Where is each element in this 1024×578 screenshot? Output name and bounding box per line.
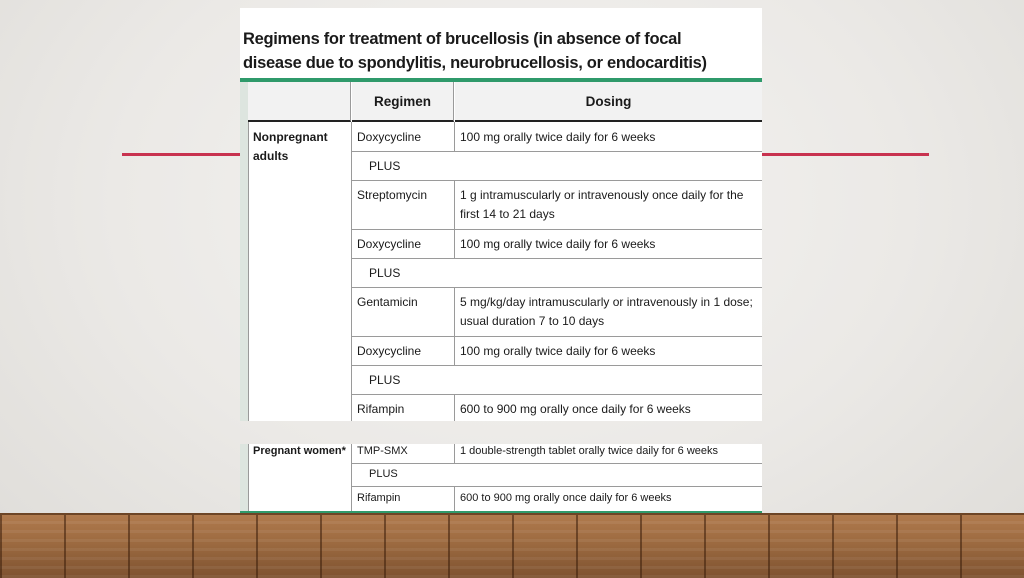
col-line-1 xyxy=(351,444,352,511)
col-line-2b xyxy=(454,487,455,511)
green-left-bar xyxy=(240,444,248,511)
row-line-1 xyxy=(352,151,762,152)
plus-label: PLUS xyxy=(369,468,398,480)
dosing-cell: 100 mg orally twice daily for 6 weeks xyxy=(460,237,656,251)
row-line-1 xyxy=(352,463,762,464)
col-line-2a xyxy=(454,122,455,152)
plus-label: PLUS xyxy=(369,266,401,280)
green-left-bar xyxy=(240,82,248,421)
col-line-1 xyxy=(351,122,352,421)
col-line-2b xyxy=(454,181,455,229)
table-title: Regimens for treatment of brucellosis (in absence of focal disease due to spondylitis, neurobrucellosis, or endocarditis) xyxy=(243,30,707,72)
population-pregnant: Pregnant women* xyxy=(253,445,346,457)
col-line-2a xyxy=(454,444,455,464)
dosing-cell: 100 mg orally twice daily for 6 weeks xyxy=(460,130,656,144)
col-line-2c xyxy=(454,230,455,259)
row-line-2 xyxy=(352,180,762,181)
dosing-cell: 5 mg/kg/day intramuscularly or intravenously in 1 dose; usual duration 7 to 10 days xyxy=(460,295,753,328)
plus-label: PLUS xyxy=(369,373,401,387)
dosing-cell: 600 to 900 mg orally once daily for 6 weeks xyxy=(460,402,691,416)
regimen-cell: Doxycycline xyxy=(357,130,422,144)
plus-label: PLUS xyxy=(369,159,401,173)
dosing-cell: 600 to 900 mg orally once daily for 6 weeks xyxy=(460,492,672,504)
accent-line-right xyxy=(760,153,929,156)
regimen-cell: Doxycycline xyxy=(357,237,422,251)
row-line-5 xyxy=(352,287,762,288)
dosing-cell: 1 g intramuscularly or intravenously once daily for the first 14 to 21 days xyxy=(460,188,744,221)
dosing-cell: 1 double-strength tablet orally twice daily for 6 weeks xyxy=(460,445,719,457)
col-line-2f xyxy=(454,395,455,421)
regimen-cell: Rifampin xyxy=(357,492,401,504)
row-line-4 xyxy=(352,258,762,259)
table-panel-top xyxy=(240,8,762,421)
header-dosing: Dosing xyxy=(455,82,762,122)
col-line-2e xyxy=(454,337,455,366)
row-line-7 xyxy=(352,365,762,366)
col-line-0 xyxy=(248,444,249,511)
table-panel-bottom xyxy=(240,444,762,514)
dosing-cell: 100 mg orally twice daily for 6 weeks xyxy=(460,344,656,358)
row-line-2 xyxy=(352,486,762,487)
accent-line-left xyxy=(122,153,242,156)
regimen-cell: TMP-SMX xyxy=(357,445,408,457)
header-population xyxy=(248,82,351,122)
wood-floor xyxy=(0,513,1024,578)
regimen-cell: Gentamicin xyxy=(357,295,418,309)
row-line-6 xyxy=(352,336,762,337)
header-regimen: Regimen xyxy=(352,82,454,122)
regimen-cell: Rifampin xyxy=(357,402,405,416)
row-line-8 xyxy=(352,394,762,395)
regimen-cell: Streptomycin xyxy=(357,188,428,202)
row-line-3 xyxy=(352,229,762,230)
population-nonpregnant: Nonpregnant adults xyxy=(253,130,328,163)
col-line-0 xyxy=(248,122,249,421)
regimen-cell: Doxycycline xyxy=(357,344,422,358)
col-line-2d xyxy=(454,288,455,336)
